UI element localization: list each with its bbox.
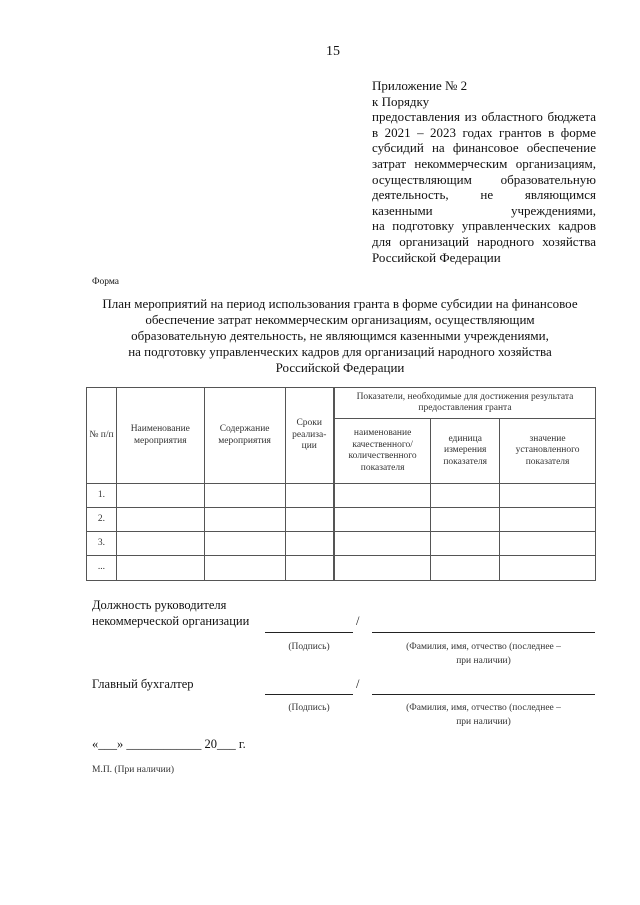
title-line: образовательную деятельность, не являющимся казенными учреждениями, (131, 328, 549, 343)
fio-caption-line: при наличии) (456, 656, 511, 666)
header-event-content: Содержание мероприятия (204, 388, 285, 484)
table-cell[interactable] (431, 556, 500, 581)
table-cell[interactable] (204, 484, 285, 508)
head-label-line: некоммерческой организации (92, 614, 250, 628)
appendix-line: в 2021 – 2023 годах грантов в форме (372, 124, 596, 140)
table-cell[interactable] (285, 556, 334, 581)
header-terms: Сроки реализа-ции (285, 388, 334, 484)
row-number: 2. (87, 508, 117, 532)
table-cell[interactable] (116, 484, 204, 508)
header-num: № п/п (87, 388, 117, 484)
head-signature-line[interactable] (265, 632, 353, 633)
header-indicator-value: значение установленного показателя (500, 419, 596, 484)
signature-caption: (Подпись) (288, 642, 330, 652)
appendix-line: казенными учреждениями, (372, 202, 596, 218)
title-line: План мероприятий на период использования гранта в форме субсидии на финансовое (102, 296, 578, 311)
appendix-reference (372, 78, 596, 265)
appendix-line: субсидий на финансовое обеспечение (372, 140, 596, 156)
date-line: «___» ____________ 20___ г. (92, 737, 246, 751)
document-title (80, 296, 600, 376)
table-cell[interactable] (500, 556, 596, 581)
head-position-label (92, 597, 249, 629)
table-cell[interactable] (431, 532, 500, 556)
fio-caption-line: при наличии) (456, 717, 511, 727)
table-cell[interactable] (334, 532, 431, 556)
title-line: на подготовку управленческих кадров для организаций народного хозяйства (128, 344, 552, 359)
row-number: 3. (87, 532, 117, 556)
table-cell[interactable] (334, 484, 431, 508)
appendix-line: на подготовку управленческих кадров (372, 218, 596, 234)
header-indicators: Показатели, необходимые для достижения результата предоставления гранта (334, 388, 596, 419)
fio-caption (372, 640, 595, 668)
table-cell[interactable] (204, 532, 285, 556)
table-cell[interactable] (204, 556, 285, 581)
table-row (87, 532, 596, 556)
table-cell[interactable] (116, 556, 204, 581)
table-cell[interactable] (334, 508, 431, 532)
table-cell[interactable] (334, 556, 431, 581)
table-cell[interactable] (285, 508, 334, 532)
table-cell[interactable] (285, 484, 334, 508)
slash: / (356, 677, 360, 691)
table-cell[interactable] (500, 508, 596, 532)
row-number: ... (87, 556, 117, 581)
head-label-line: Должность руководителя (92, 598, 227, 612)
slash: / (356, 614, 360, 628)
fio-caption-line: (Фамилия, имя, отчество (последнее – (406, 703, 561, 713)
table-cell[interactable] (116, 508, 204, 532)
accountant-name-line[interactable] (372, 694, 595, 695)
appendix-line: Российской Федерации (372, 249, 501, 265)
appendix-line: осуществляющим образовательную (372, 171, 596, 187)
appendix-line: деятельность, не являющимся (372, 187, 596, 203)
accountant-label: Главный бухгалтер (92, 677, 194, 691)
form-label: Форма (92, 277, 120, 287)
table-cell[interactable] (204, 508, 285, 532)
table-cell[interactable] (116, 532, 204, 556)
row-number: 1. (87, 484, 117, 508)
appendix-line: к Порядку (372, 93, 430, 109)
plan-table (86, 387, 596, 581)
appendix-line: для организаций народного хозяйства (372, 233, 596, 249)
appendix-line: предоставления из областного бюджета (372, 109, 596, 125)
table-row (87, 484, 596, 508)
fio-caption (372, 701, 595, 729)
signature-caption: (Подпись) (288, 703, 330, 713)
page-number: 15 (326, 44, 340, 59)
header-indicator-name: наименование качественного/ количественного показателя (334, 419, 431, 484)
title-line: Российской Федерации (275, 360, 405, 375)
table-row (87, 556, 596, 581)
title-line: обеспечение затрат некоммерческим организациям, осуществляющим (145, 312, 535, 327)
fio-caption-line: (Фамилия, имя, отчество (последнее – (406, 642, 561, 652)
table-cell[interactable] (285, 532, 334, 556)
table-cell[interactable] (500, 532, 596, 556)
head-name-line[interactable] (372, 632, 595, 633)
table-cell[interactable] (500, 484, 596, 508)
table-cell[interactable] (431, 508, 500, 532)
appendix-line: Приложение № 2 (372, 78, 468, 93)
appendix-line: затрат некоммерческим организациям, (372, 155, 596, 171)
table-cell[interactable] (431, 484, 500, 508)
accountant-signature-line[interactable] (265, 694, 353, 695)
stamp-label: М.П. (При наличии) (92, 765, 174, 775)
header-event-name: Наименование мероприятия (116, 388, 204, 484)
table-row (87, 508, 596, 532)
header-indicator-unit: единица измерения показателя (431, 419, 500, 484)
